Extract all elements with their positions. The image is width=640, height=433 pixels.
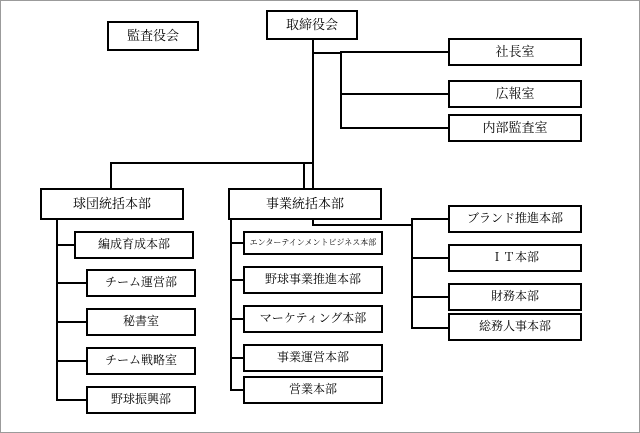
- org-node-brand[interactable]: ブランド推進本部: [448, 205, 582, 233]
- org-node-hensei-ikusei[interactable]: 編成育成本部: [74, 231, 194, 259]
- org-node-entertainment[interactable]: エンターテインメントビジネス本部: [243, 231, 383, 255]
- org-node-kohoshitsu[interactable]: 広報室: [448, 80, 582, 108]
- org-node-kansayakukai[interactable]: 監査役会: [107, 21, 199, 51]
- connector-kyudan-to-hensei: [56, 244, 76, 246]
- org-node-jigyo-unei[interactable]: 事業運営本部: [243, 344, 383, 372]
- connector-to-naibukansashitsu: [340, 127, 450, 129]
- connector-right-to-zaimu: [411, 296, 449, 298]
- connector-kyudan-to-team-unei: [56, 282, 88, 284]
- org-node-kyudan-toukatsu[interactable]: 球団統括本部: [40, 188, 184, 220]
- org-node-naibukansashitsu[interactable]: 内部監査室: [448, 114, 582, 142]
- org-node-it[interactable]: ＩＴ本部: [448, 244, 582, 272]
- connector-board-to-right-column: [312, 224, 412, 226]
- org-node-torishimariyakukai[interactable]: 取締役会: [266, 10, 358, 40]
- connector-drop-jigyo: [303, 162, 305, 190]
- org-node-team-senryaku[interactable]: チーム戦略室: [86, 347, 196, 375]
- org-node-marketing[interactable]: マーケティング本部: [243, 305, 383, 333]
- connector-right-to-somu: [411, 327, 449, 329]
- connector-board-to-right-trunk: [312, 52, 342, 54]
- connector-to-kohoshitsu: [340, 93, 450, 95]
- org-node-somu-jinji[interactable]: 総務人事本部: [448, 313, 582, 341]
- org-node-eigyo[interactable]: 営業本部: [243, 376, 383, 404]
- org-node-yakyu-jigyo[interactable]: 野球事業推進本部: [243, 266, 383, 294]
- org-node-zaimu[interactable]: 財務本部: [448, 283, 582, 311]
- connector-drop-kyudan: [110, 162, 112, 190]
- connector-level2-horizontal: [110, 162, 314, 164]
- org-node-shachoshitsu[interactable]: 社長室: [448, 38, 582, 66]
- org-node-hishoshitsu[interactable]: 秘書室: [86, 308, 196, 336]
- connector-kyudan-to-shinko: [56, 399, 88, 401]
- connector-kyudan-to-senryaku: [56, 360, 88, 362]
- connector-kyudan-spine: [56, 220, 58, 400]
- org-node-yakyu-shinko[interactable]: 野球振興部: [86, 386, 196, 414]
- org-node-team-unei[interactable]: チーム運営部: [86, 269, 196, 297]
- connector-right-branch-trunk: [340, 52, 342, 128]
- connector-right-to-it: [411, 257, 449, 259]
- org-node-jigyo-toukatsu[interactable]: 事業統括本部: [228, 188, 382, 220]
- connector-to-shachoshitsu: [340, 51, 450, 53]
- connector-right-column-spine: [411, 218, 413, 328]
- connector-kyudan-to-hisho: [56, 321, 88, 323]
- connector-jigyo-spine: [230, 220, 232, 390]
- connector-right-to-brand: [411, 218, 449, 220]
